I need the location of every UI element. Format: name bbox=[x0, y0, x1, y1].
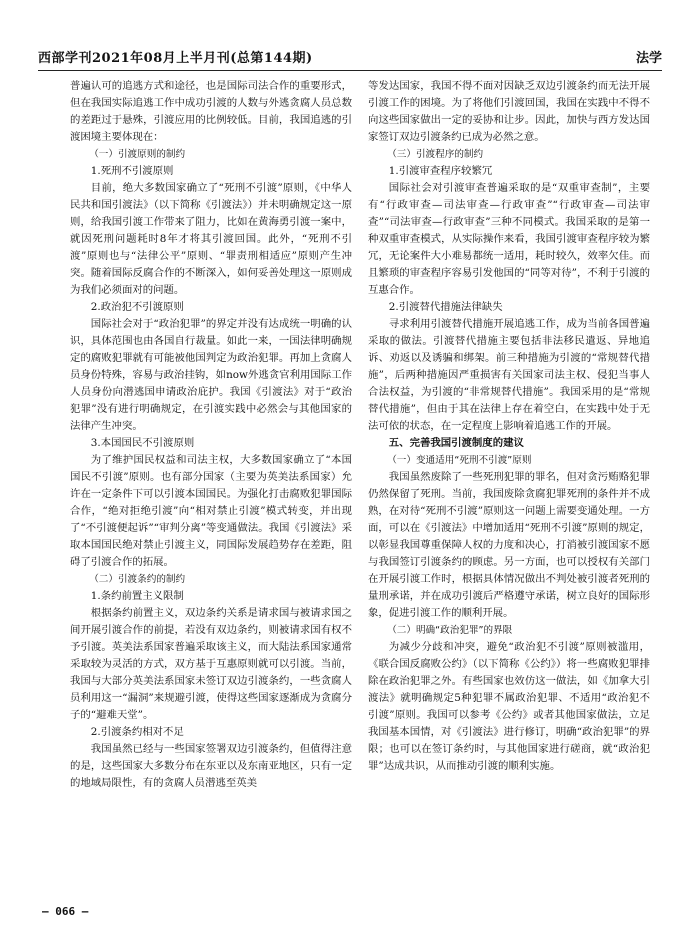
subheading: 2.引渡条约相对不足 bbox=[90, 726, 184, 738]
subheading: 1.死刑不引渡原则 bbox=[90, 165, 174, 177]
paragraph-continued: 普遍认可的追逃方式和途径，也是国际司法合作的重要形式，但在我国实际追逃工作中成功引渡的人数与外逃贪腐人员总数的差距过于悬殊，引渡应用的比例较低。目前，我国追逃的引渡困境主要体现在： bbox=[70, 80, 352, 143]
subheading: 1.条约前置主义限制 bbox=[90, 590, 184, 602]
journal-title: 西部学刊2021年08月上半月刊(总第144期) bbox=[38, 51, 313, 66]
page-number: — 066 — bbox=[42, 905, 89, 918]
paragraph: 为减少分歧和冲突，避免“政治犯不引渡”原则被滥用，《联合国反腐败公约》（以下简称《公约》）将一些腐败犯罪排除在政治犯罪之外。有些国家也效仿这一做法，如《加拿大引渡法》就明确规定5种犯罪不属政治犯罪、不适用“政治犯不引渡”原则。我国可以参考《公约》或者其他国家做法，立足我国基本国情，对《引渡法》进行修订，明确“政治犯罪”的界限；也可以在签订条约时，与其他国家进行磋商，就“政治犯罪”达成共识，从而推动引渡的顺利实施。 bbox=[368, 641, 650, 772]
paragraph-continued: 等发达国家，我国不得不面对因缺乏双边引渡条约而无法开展引渡工作的困境。为了将他们引渡回国，我国在实践中不得不向这些国家做出一定的妥协和让步。因此，加快与西方发达国家签订双边引渡条约已成为必然之意。 bbox=[368, 80, 650, 143]
left-column bbox=[70, 78, 352, 888]
section-heading: （二）明确“政治犯罪”的界限 bbox=[387, 625, 513, 636]
article-body bbox=[70, 78, 650, 888]
section-heading: （一）引渡原则的制约 bbox=[89, 149, 186, 160]
paragraph: 根据条约前置主义，双边条约关系是请求国与被请求国之间开展引渡合作的前提，若没有双边条约，则被请求国有权不予引渡。英美法系国家普遍采取该主义，而大陆法系国家通常采取较为灵活的方式，双方基于互惠原则就可以引渡。当前，我国与大部分英美法系国家未签订双边引渡条约，一些贪腐人员利用这一“漏洞”来规避引渡，使得这些国家逐渐成为贪腐分子的“避难天堂”。 bbox=[70, 607, 352, 721]
paragraph: 我国虽然废除了一些死刑犯罪的罪名，但对贪污贿赂犯罪仍然保留了死刑。当前，我国废除贪腐犯罪死刑的条件并不成熟，在对待“死刑不引渡”原则这一问题上需要变通处理。一方面，可以在《引渡法》中增加适用“死刑不引渡”原则的规定，以彰显我国尊重保障人权的力度和决心，打消被引渡国家不愿与我国签订引渡条约的顾虑。另一方面，也可以授权有关部门在开展引渡工作时，根据具体情况做出不判处被引渡者死刑的量刑承诺，并在成功引渡后严格遵守承诺，树立良好的国际形象，促进引渡工作的顺利开展。 bbox=[368, 471, 650, 619]
subheading: 3.本国国民不引渡原则 bbox=[90, 437, 195, 449]
page-header bbox=[38, 44, 662, 71]
main-heading: 五、完善我国引渡制度的建议 bbox=[388, 437, 524, 449]
section-heading: （三）引渡程序的制约 bbox=[387, 149, 484, 160]
subheading: 2.引渡替代措施法律缺失 bbox=[388, 301, 503, 313]
subheading: 2.政治犯不引渡原则 bbox=[90, 301, 184, 313]
paragraph: 国际社会对于“政治犯罪”的界定并没有达成统一明确的认识，具体范围也由各国自行裁量。如此一来，一国法律明确规定的腐败犯罪就有可能被他国判定为政治犯罪。再加上贪腐人员身份特殊，容易与政治挂钩，如now外逃贪官利用国际工作人员身份向潜逃国申请政治庇护。我国《引渡法》对于“政治犯罪”没有进行明确规定，在引渡实践中必然会与其他国家的法律产生冲突。 bbox=[70, 318, 352, 432]
paragraph: 我国虽然已经与一些国家签署双边引渡条约，但值得注意的是，这些国家大多数分布在东亚以及东南亚地区，只有一定的地域局限性，有的贪腐人员潜逃至英美 bbox=[70, 743, 352, 789]
section-heading: （二）引渡条约的制约 bbox=[89, 574, 186, 585]
subheading: 1.引渡审查程序较繁冗 bbox=[388, 165, 493, 177]
section-heading: （一）变通适用“死刑不引渡”原则 bbox=[387, 455, 532, 466]
paragraph: 为了维护国民权益和司法主权，大多数国家确立了“本国国民不引渡”原则。也有部分国家（主要为英美法系国家）允许在一定条件下可以引渡本国国民。为强化打击腐败犯罪国际合作，“绝对拒绝引渡”向“相对禁止引渡”模式转变，并出现了“不引渡便起诉”“审判分离”等变通做法。我国《引渡法》采取本国国民绝对禁止引渡主义，同国际发展趋势存在差距，阻碍了引渡合作的拓展。 bbox=[70, 454, 352, 568]
paragraph: 寻求利用引渡替代措施开展追逃工作，成为当前各国普遍采取的做法。引渡替代措施主要包括非法移民遣返、异地追诉、劝返以及诱骗和绑架。前三种措施为引渡的“常规替代措施”，后两种措施因严重损害有关国家司法主权、侵犯当事人合法权益，为引渡的“非常规替代措施”。我国采用的是“常规替代措施”，但由于其在法律上存在着空白，在实践中处于无法可依的状态，在一定程度上影响着追逃工作的开展。 bbox=[368, 318, 650, 432]
right-column bbox=[368, 78, 650, 888]
paragraph: 目前，绝大多数国家确立了“死刑不引渡”原则，《中华人民共和国引渡法》（以下简称《引渡法》）并未明确规定这一原则，给我国引渡工作带来了阻力，比如在黄海勇引渡一案中，就因死刑问题耗时8年才将其引渡回国。此外，“死刑不引渡”原则也与“法律公平”原则、“罪责刑相适应”原则产生冲突。随着国际反腐合作的不断深入，如何妥善处理这一原则成为我们必须面对的问题。 bbox=[70, 182, 352, 296]
section-tag: 法学 bbox=[635, 51, 662, 66]
paragraph: 国际社会对引渡审查普遍采取的是“双重审查制”，主要有“行政审查—司法审查—行政审查”“行政审查—司法审查”“司法审查—行政审查”三种不同模式。我国采取的是第一种双重审查模式，从实际操作来看，我国引渡审查程序较为繁冗，无论案件大小难易都统一适用，耗时较久，效率欠佳。而且繁琐的审查程序容易引发他国的“同等对待”，不利于引渡的互惠合作。 bbox=[368, 182, 650, 296]
